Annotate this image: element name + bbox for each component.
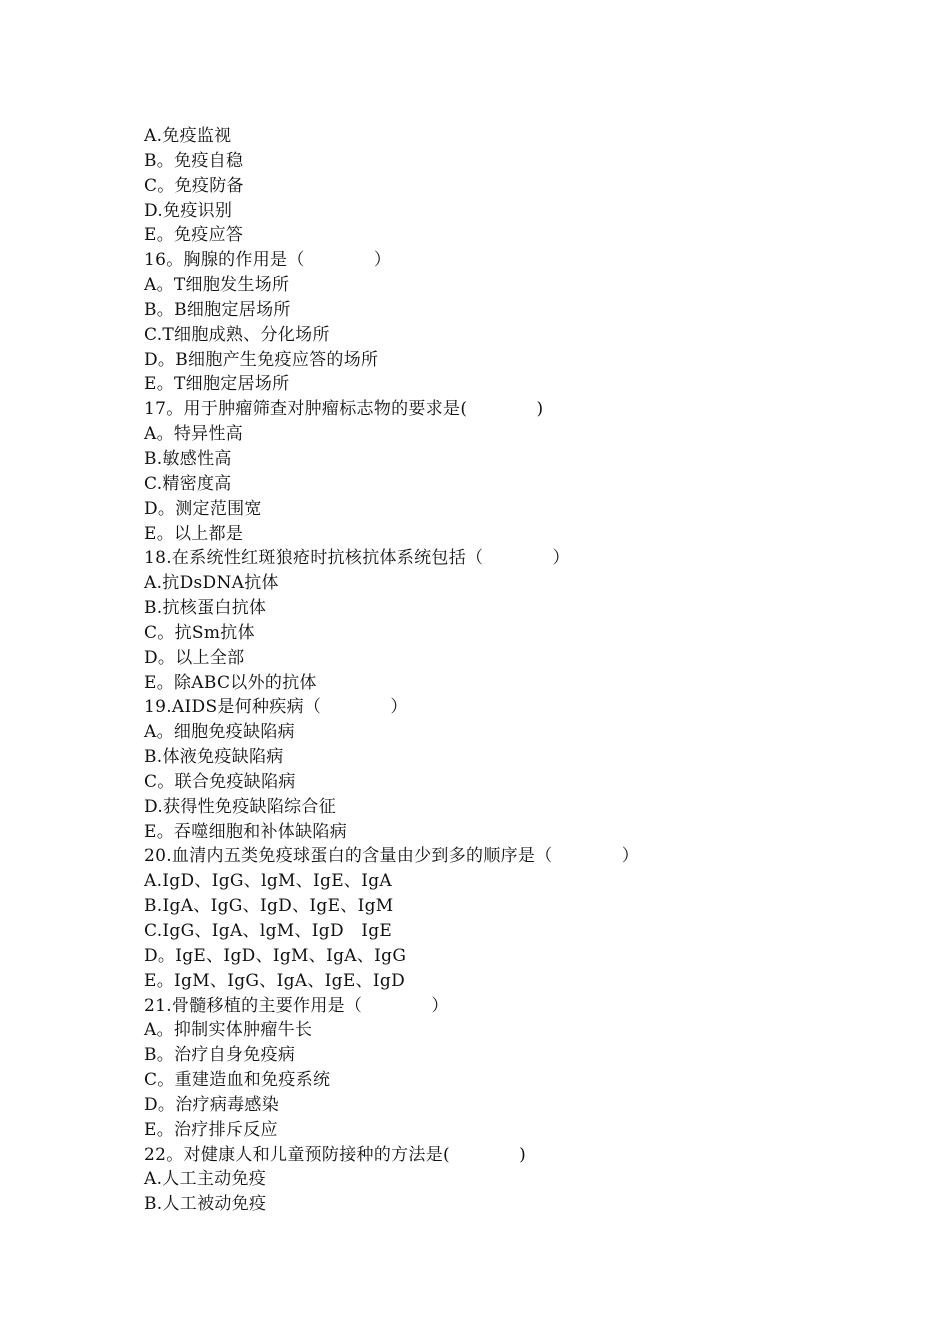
option-line: A.人工主动免疫 (144, 1169, 267, 1190)
option-line: D。治疗病毒感染 (144, 1094, 280, 1115)
option-line: C。免疫防备 (144, 175, 244, 196)
option-line: E。除ABC以外的抗体 (144, 672, 317, 693)
question-21: 21.骨髓移植的主要作用是（ ） (144, 995, 449, 1016)
option-line: E。免疫应答 (144, 225, 244, 246)
question-22: 22。对健康人和儿童预防接种的方法是( ) (144, 1144, 527, 1165)
option-line: A。细胞免疫缺陷病 (144, 722, 295, 743)
option-line: C.T细胞成熟、分化场所 (144, 324, 330, 345)
question-18: 18.在系统性红斑狼疮时抗核抗体系统包括（ ） (144, 548, 570, 569)
option-line: D.获得性免疫缺陷综合征 (144, 796, 337, 817)
option-line: C。抗Sm抗体 (144, 622, 255, 643)
option-line: B.人工被动免疫 (144, 1194, 267, 1215)
option-line: D。B细胞产生免疫应答的场所 (144, 349, 379, 370)
option-line: A.IgD、IgG、lgM、IgE、IgA (144, 871, 392, 892)
question-19: 19.AIDS是何种疾病（ ） (144, 697, 408, 718)
option-line: D.免疫识别 (144, 200, 233, 221)
option-line: A。特异性高 (144, 424, 244, 445)
document-body (144, 124, 844, 1217)
option-line: A。抑制实体肿瘤牛长 (144, 1020, 313, 1041)
option-line: D。IgE、IgD、IgM、IgA、IgG (144, 945, 407, 966)
option-line: E。吞噬细胞和补体缺陷病 (144, 821, 348, 842)
option-line: A。T细胞发生场所 (144, 275, 290, 296)
option-line: E。治疗排斥反应 (144, 1119, 278, 1140)
option-line: B.敏感性高 (144, 448, 232, 469)
option-line: C.IgG、IgA、lgM、IgD IgE (144, 921, 393, 941)
option-line: D。测定范围宽 (144, 498, 262, 519)
option-line: B。免疫自稳 (144, 150, 244, 171)
option-line: B。治疗自身免疫病 (144, 1045, 296, 1066)
option-line: E。T细胞定居场所 (144, 374, 290, 395)
option-line: D。以上全部 (144, 647, 245, 668)
question-20: 20.血清内五类免疫球蛋白的含量由少到多的顺序是（ ） (144, 846, 640, 867)
option-line: A.抗DsDNA抗体 (144, 573, 279, 594)
option-line: E。IgM、IgG、IgA、IgE、IgD (144, 970, 406, 991)
option-line: A.免疫监视 (144, 126, 232, 146)
option-line: E。以上都是 (144, 523, 244, 544)
option-line: C.精密度高 (144, 473, 232, 494)
option-line: B.体液免疫缺陷病 (144, 747, 284, 768)
question-16: 16。胸腺的作用是（ ） (144, 250, 392, 271)
option-line: C。重建造血和免疫系统 (144, 1070, 331, 1091)
option-line: B.抗核蛋白抗体 (144, 598, 267, 619)
option-line: B。B细胞定居场所 (144, 299, 291, 320)
question-17: 17。用于肿瘤筛查对肿瘤标志物的要求是( ) (144, 399, 544, 420)
option-line: C。联合免疫缺陷病 (144, 771, 296, 792)
option-line: B.IgA、IgG、IgD、IgE、IgM (144, 896, 394, 917)
